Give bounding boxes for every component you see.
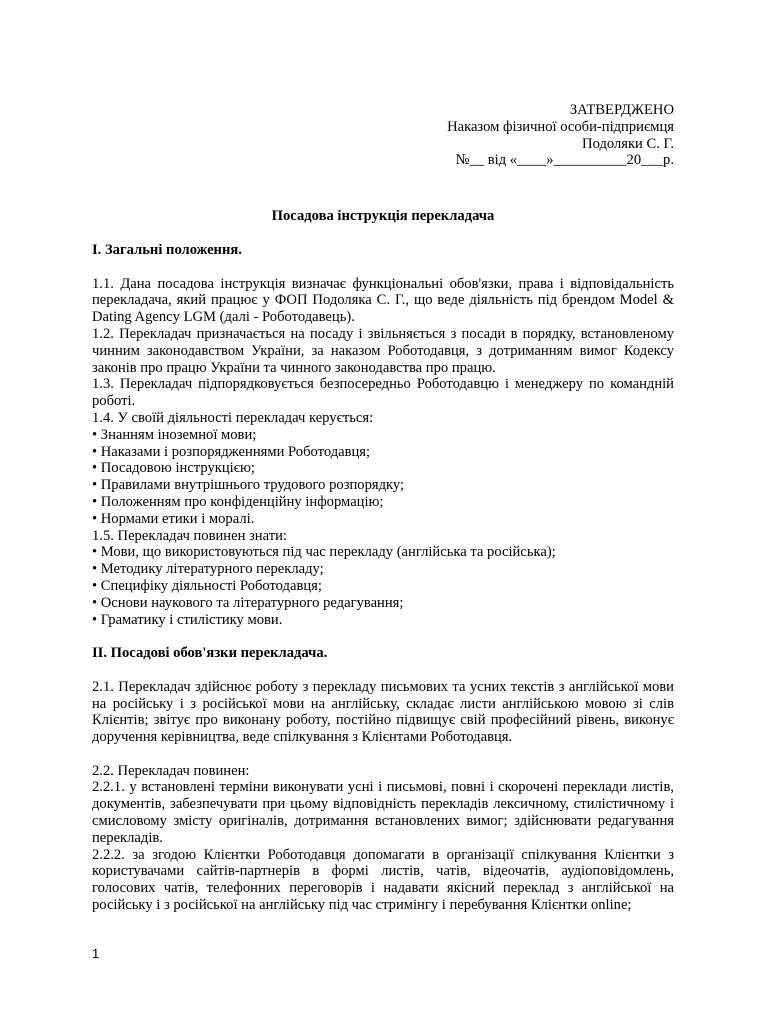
list-1-4: [92, 427, 674, 528]
list-item: • Методику літературного перекладу;: [92, 561, 324, 578]
approval-heading: ЗАТВЕРДЖЕНО: [569, 102, 674, 118]
paragraph-1-4: 1.4. У своїй діяльності перекладач керується:: [92, 409, 374, 426]
approval-name: Подоляки С. Г.: [582, 135, 674, 152]
paragraph-1-1: 1.1. Дана посадова інструкція визначає функціональні обов'язки, права і відповідальність перекладача, який працює у ФОП Подоляка С. Г., що веде діяльність під брендом Model & Dating Agency LGM (далі - Роботодавець).: [92, 275, 674, 326]
list-item: • Наказами і розпорядженнями Роботодавця;: [92, 443, 371, 460]
paragraph-1-3: 1.3. Перекладач підпорядковується безпосередньо Роботодавцю і менеджеру по командній роботі.: [92, 376, 674, 410]
approval-block: [92, 102, 674, 169]
list-item: • Специфіку діяльності Роботодавця;: [92, 577, 322, 594]
approval-number-date: №__ від «____»__________20___р.: [455, 152, 674, 169]
paragraph-1-2: 1.2. Перекладач призначається на посаду і звільняється з посади в порядку, встановленому чинним законодавством України, за наказом Роботодавця, з дотриманням вимог Кодексу законів про працю України та чинного законодавства про працю.: [92, 325, 674, 376]
section-heading-general: I. Загальні положення.: [92, 241, 242, 258]
list-item: • Нормами етики і моралі.: [92, 510, 255, 527]
list-item: • Мови, що використовуються під час перекладу (англійська та російська);: [92, 544, 556, 561]
list-item: • Посадовою інструкцією;: [92, 460, 255, 477]
approval-order: Наказом фізичної особи-підприємця: [447, 118, 674, 135]
section-heading-duties: II. Посадові обов'язки перекладача.: [92, 645, 328, 662]
document-title: Посадова інструкція перекладача: [271, 208, 495, 225]
list-item: • Правилами внутрішнього трудового розпорядку;: [92, 477, 405, 494]
list-1-5: [92, 544, 674, 628]
paragraph-1-5: 1.5. Перекладач повинен знати:: [92, 527, 287, 544]
paragraph-2-2: 2.2. Перекладач повинен:: [92, 762, 250, 779]
document-body: [92, 102, 674, 914]
list-item: • Положенням про конфіденційну інформацію;: [92, 493, 384, 510]
list-item: • Граматику і стилістику мови.: [92, 611, 283, 628]
page-number: 1: [92, 946, 100, 961]
paragraph-2-2-1: 2.2.1. у встановлені терміни виконувати усні і письмові, повні і скорочені переклади листів, документів, забезпечувати при цьому відповідність перекладів лексичному, стилістичному і смисловому змісту оригіналів, дотримання встановлених вимог; здійснювати редагування перекладів.: [92, 779, 674, 846]
list-item: • Основи наукового та літературного редагування;: [92, 594, 404, 611]
list-item: • Знанням іноземної мови;: [92, 426, 257, 443]
paragraph-2-1: 2.1. Перекладач здійснює роботу з перекладу письмових та усних текстів з англійської мови на російську і з російської мови на англійську, складає листи англійською мовою зі слів Клієнтів; звітує про виконану роботу, постійно підвищує свій професійний рівень, виконує доручення керівництва, веде спілкування з Клієнтами Роботодавця.: [92, 678, 674, 746]
paragraph-2-2-2: 2.2.2. за згодою Клієнтки Роботодавця допомагати в організації спілкування Клієнтки з користувачами сайтів-партнерів в формі листів, чатів, відеочатів, аудіоповідомлень, голосових чатів, телефонних переговорів і надавати якісний переклад з англійської на російську і з російської на англійську під час стримінгу і перебування Клієнтки online;: [92, 846, 674, 914]
